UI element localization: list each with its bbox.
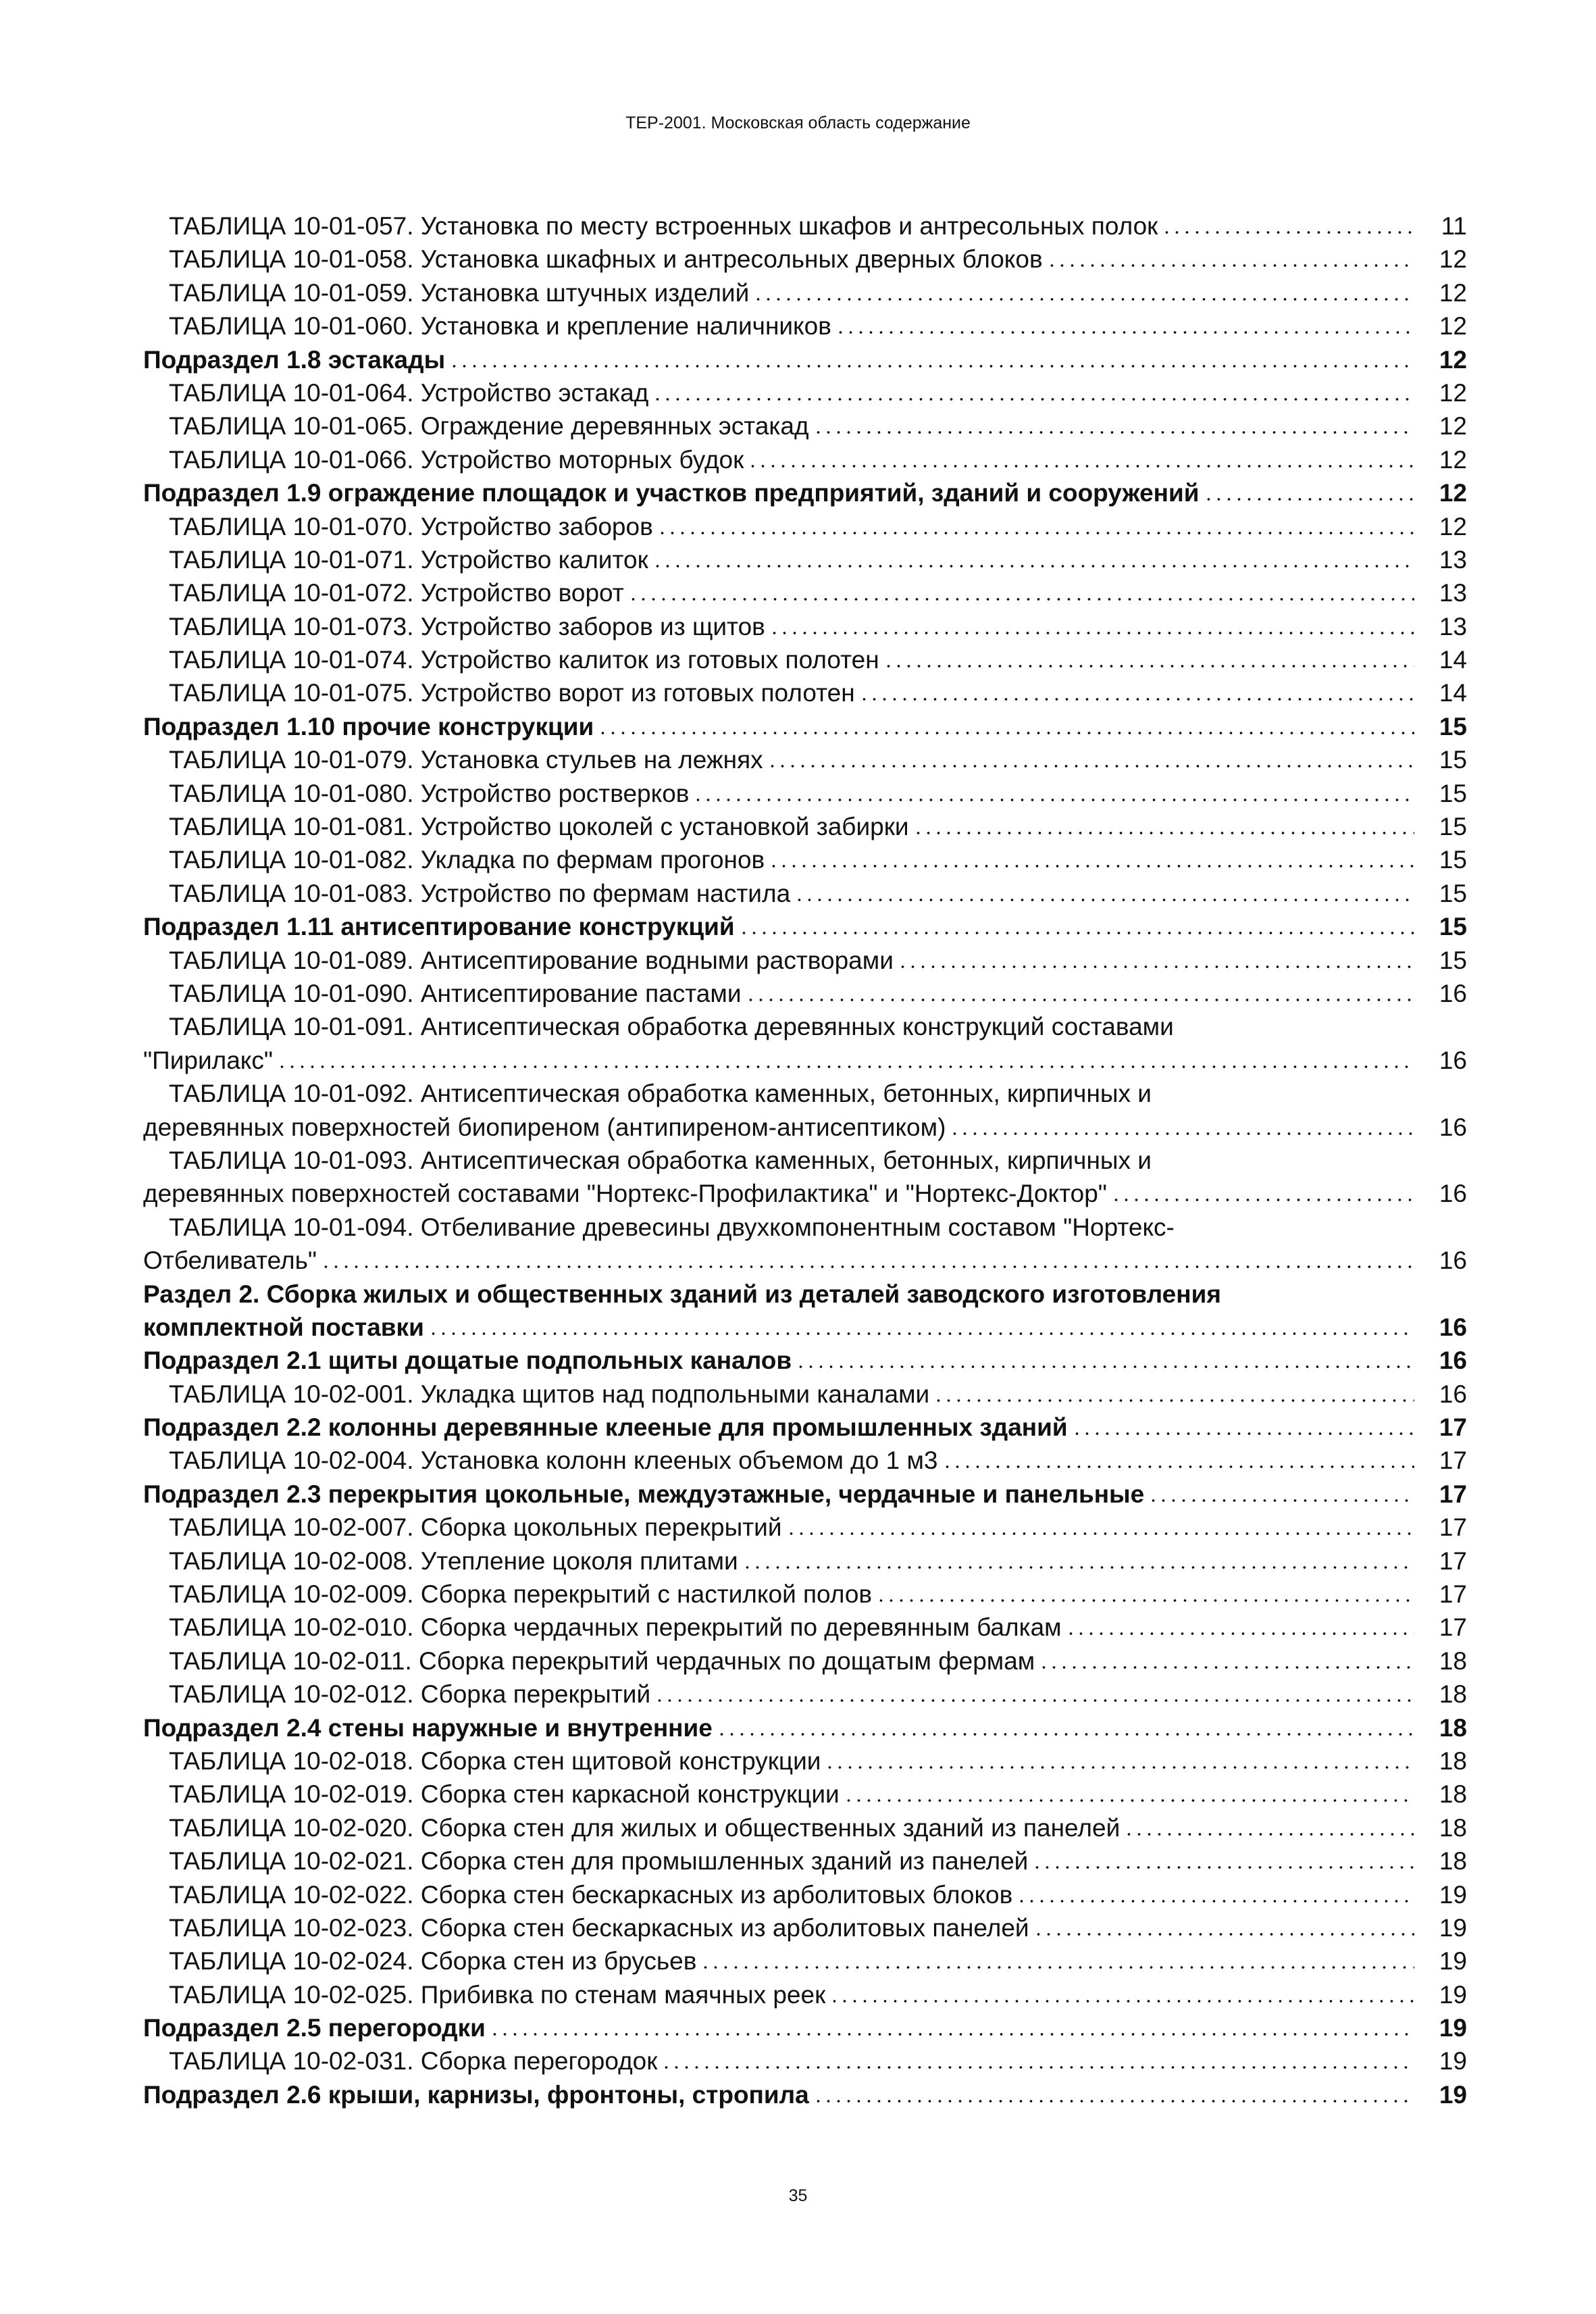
toc-entry-title: Подраздел 1.11 антисептирование конструкций (143, 913, 735, 941)
dot-leader (835, 330, 1414, 334)
dot-leader (942, 1465, 1415, 1469)
toc-section-heading[interactable] (143, 1711, 1467, 1744)
toc-page-number: 12 (1439, 278, 1467, 307)
toc-page-number: 19 (1439, 2080, 1467, 2109)
dot-leader (794, 898, 1414, 902)
toc-entry-title: ТАБЛИЦА 10-01-060. Установка и крепление наличников (169, 312, 831, 341)
toc-entry-title: Раздел 2. Сборка жилых и общественных зданий из деталей заводского изготовления (143, 1280, 1221, 1308)
toc-entry[interactable] (143, 1911, 1467, 1944)
toc-entry-title: ТАБЛИЦА 10-02-012. Сборка перекрытий (169, 1680, 651, 1709)
toc-page-number: 19 (1439, 2047, 1467, 2076)
dot-leader (661, 2065, 1414, 2069)
toc-page-number: 18 (1439, 1780, 1467, 1809)
toc-page-number: 16 (1439, 1046, 1467, 1074)
toc-page-number: 16 (1439, 979, 1467, 1007)
toc-section-heading[interactable] (143, 476, 1467, 509)
toc-page-number: 18 (1439, 1713, 1467, 1742)
toc-entry[interactable] (143, 209, 1467, 243)
toc-page-number: 14 (1439, 679, 1467, 707)
toc-entry[interactable] (143, 1878, 1467, 1911)
toc-page-number: 12 (1439, 312, 1467, 341)
toc-entry-title-continuation: деревянных поверхностей биопиреном (антипиреном-антисептиком) (143, 1113, 946, 1141)
toc-entry-continuation[interactable] (143, 1177, 1467, 1210)
toc-entry-title: Подраздел 1.8 эстакады (143, 345, 446, 374)
dot-leader (769, 631, 1414, 635)
dot-leader (829, 1999, 1414, 2003)
toc-entry[interactable] (143, 610, 1467, 643)
toc-entry[interactable] (143, 276, 1467, 309)
toc-entry-title: ТАБЛИЦА 10-01-058. Установка шкафных и антресольных дверных блоков (169, 245, 1043, 274)
toc-entry-title: ТАБЛИЦА 10-02-010. Сборка чердачных перекрытий по деревянным балкам (169, 1613, 1062, 1642)
toc-entry[interactable] (143, 877, 1467, 910)
toc-entry-title: Подраздел 2.4 стены наружные и внутренние (143, 1713, 713, 1742)
toc-entry-title: ТАБЛИЦА 10-01-082. Укладка по фермам прогонов (169, 846, 765, 874)
toc-page-number: 17 (1439, 1580, 1467, 1609)
toc-entry[interactable] (143, 1811, 1467, 1844)
dot-leader (652, 397, 1414, 401)
toc-entry-continuation[interactable] (143, 1111, 1467, 1144)
toc-page-number: 17 (1439, 1613, 1467, 1642)
toc-entry-title: ТАБЛИЦА 10-01-094. Отбеливание древесины двухкомпонентным составом "Нортекс- (169, 1213, 1175, 1241)
toc-entry-title: ТАБЛИЦА 10-01-066. Устройство моторных будок (169, 445, 744, 474)
toc-entry[interactable] (143, 1544, 1467, 1578)
toc-entry-title: Подраздел 2.5 перегородки (143, 2014, 486, 2042)
toc-page-number: 18 (1439, 1646, 1467, 1675)
page-number: 35 (788, 2186, 808, 2205)
dot-leader (657, 531, 1414, 535)
toc-page-number: 18 (1439, 1680, 1467, 1709)
toc-entry[interactable] (143, 1511, 1467, 1544)
toc-entry-title: ТАБЛИЦА 10-01-064. Устройство эстакад (169, 378, 649, 407)
toc-page-number: 17 (1439, 1513, 1467, 1542)
toc-entry-title: ТАБЛИЦА 10-01-059. Установка штучных изделий (169, 278, 750, 307)
dot-leader (490, 2032, 1414, 2036)
toc-entry[interactable] (143, 309, 1467, 343)
toc-entry-title: ТАБЛИЦА 10-01-071. Устройство калиток (169, 545, 648, 574)
toc-page-number: 18 (1439, 1746, 1467, 1775)
dot-leader (717, 1732, 1414, 1736)
toc-entry[interactable] (143, 1778, 1467, 1811)
toc-entry[interactable] (143, 810, 1467, 843)
toc-entry-title-continuation: Отбеливатель" (143, 1247, 317, 1275)
toc-entry[interactable] (143, 743, 1467, 776)
dot-leader (746, 998, 1415, 1002)
toc-page-number: 15 (1439, 846, 1467, 874)
toc-entry[interactable] (143, 1844, 1467, 1878)
toc-page-number: 17 (1439, 1413, 1467, 1442)
dot-leader (449, 364, 1414, 368)
dot-leader (1111, 1198, 1414, 1202)
dot-leader (1162, 230, 1414, 234)
toc-entry[interactable] (143, 409, 1467, 443)
toc-entry[interactable] (143, 243, 1467, 276)
toc-entry[interactable] (143, 1077, 1467, 1110)
dot-leader (1072, 1432, 1414, 1436)
toc-entry-title: ТАБЛИЦА 10-01-075. Устройство ворот из готовых полотен (169, 679, 855, 707)
toc-page-number: 17 (1439, 1447, 1467, 1475)
toc-page-number: 16 (1439, 1247, 1467, 1275)
toc-entry[interactable] (143, 1010, 1467, 1043)
toc-entry-title: ТАБЛИЦА 10-01-065. Ограждение деревянных эстакад (169, 412, 809, 441)
toc-page-number: 19 (1439, 1880, 1467, 1909)
toc-entry-title: Подраздел 2.1 щиты дощатые подпольных каналов (143, 1347, 792, 1375)
toc-section-heading[interactable] (143, 1278, 1467, 1311)
toc-page-number: 17 (1439, 1480, 1467, 1508)
toc-page-number: 12 (1439, 245, 1467, 274)
dot-leader (1124, 1832, 1414, 1836)
toc-entry-title: ТАБЛИЦА 10-01-072. Устройство ворот (169, 579, 624, 607)
toc-entry[interactable] (143, 1144, 1467, 1177)
toc-entry-title: Подраздел 2.2 колонны деревянные клееные для промышленных зданий (143, 1413, 1068, 1442)
toc-entry[interactable] (143, 1978, 1467, 2011)
toc-entry-title: ТАБЛИЦА 10-01-089. Антисептирование водными растворами (169, 946, 894, 974)
toc-entry-title: ТАБЛИЦА 10-02-009. Сборка перекрытий с настилкой полов (169, 1580, 873, 1609)
toc-page-number: 12 (1439, 445, 1467, 474)
toc-section-heading[interactable] (143, 2011, 1467, 2044)
dot-leader (913, 831, 1414, 835)
dot-leader (628, 597, 1414, 601)
dot-leader (813, 430, 1414, 434)
toc-entry[interactable] (143, 944, 1467, 977)
toc-page-number: 17 (1439, 1546, 1467, 1575)
dot-leader (753, 297, 1414, 301)
toc-entry-title: Подраздел 1.10 прочие конструкции (143, 712, 594, 740)
dot-leader (796, 1365, 1414, 1369)
toc-section-heading[interactable] (143, 343, 1467, 376)
toc-page-number: 15 (1439, 946, 1467, 974)
dot-leader (598, 731, 1414, 735)
toc-page-number: 13 (1439, 579, 1467, 607)
toc-entry-title: Подраздел 1.9 ограждение площадок и участков предприятий, зданий и сооружений (143, 479, 1200, 507)
dot-leader (654, 1699, 1414, 1703)
toc-page-number: 15 (1439, 746, 1467, 774)
dot-leader (693, 798, 1414, 802)
toc-page-number: 16 (1439, 1347, 1467, 1375)
toc-entry-title-continuation: комплектной поставки (143, 1313, 424, 1341)
toc-page-number: 15 (1439, 813, 1467, 841)
dot-leader (859, 697, 1414, 701)
toc-entry-title: ТАБЛИЦА 10-02-022. Сборка стен бескаркасных из арболитовых блоков (169, 1880, 1013, 1909)
dot-leader (933, 1399, 1414, 1403)
toc-entry[interactable] (143, 1678, 1467, 1711)
toc-entry-title: ТАБЛИЦА 10-01-092. Антисептическая обработка каменных, бетонных, кирпичных и (169, 1080, 1152, 1108)
toc-entry[interactable] (143, 2044, 1467, 2078)
toc-page-number: 16 (1439, 1113, 1467, 1141)
toc-entry-title: ТАБЛИЦА 10-02-019. Сборка стен каркасной конструкции (169, 1780, 840, 1809)
toc-entry[interactable] (143, 510, 1467, 543)
toc-entry-title: ТАБЛИЦА 10-02-024. Сборка стен из брусьев (169, 1947, 697, 1976)
dot-leader (1066, 1632, 1414, 1636)
toc-page-number: 12 (1439, 512, 1467, 540)
dot-leader (813, 2099, 1414, 2103)
toc-entry-title: ТАБЛИЦА 10-02-007. Сборка цокольных перекрытий (169, 1513, 782, 1542)
toc-entry[interactable] (143, 843, 1467, 876)
toc-entry[interactable] (143, 977, 1467, 1010)
toc-page-number: 16 (1439, 1313, 1467, 1341)
toc-entry-title: ТАБЛИЦА 10-01-083. Устройство по фермам настила (169, 879, 791, 907)
toc-entry[interactable] (143, 1611, 1467, 1644)
toc-page-number: 13 (1439, 612, 1467, 640)
toc-section-heading[interactable] (143, 2078, 1467, 2111)
dot-leader (321, 1265, 1414, 1269)
toc-entry-continuation[interactable] (143, 1244, 1467, 1277)
dot-leader (1204, 497, 1415, 501)
dot-leader (769, 864, 1414, 868)
toc-entry[interactable] (143, 1578, 1467, 1611)
toc-section-heading[interactable] (143, 1478, 1467, 1511)
toc-entry-title: Подраздел 2.3 перекрытия цокольные, междуэтажные, чердачные и панельные (143, 1480, 1145, 1508)
toc-entry-title: ТАБЛИЦА 10-01-091. Антисептическая обработка деревянных конструкций составами (169, 1013, 1174, 1041)
toc-section-heading[interactable] (143, 710, 1467, 743)
toc-page-number: 16 (1439, 1380, 1467, 1408)
dot-leader (1033, 1932, 1414, 1936)
toc-entry-title: ТАБЛИЦА 10-02-023. Сборка стен бескаркасных из арболитовых панелей (169, 1913, 1029, 1942)
toc-page-number: 15 (1439, 712, 1467, 740)
toc-page-number: 18 (1439, 1813, 1467, 1842)
toc-entry-title: ТАБЛИЦА 10-01-081. Устройство цоколей с установкой забирки (169, 813, 909, 841)
dot-leader (739, 931, 1414, 935)
dot-leader (876, 1599, 1414, 1603)
toc-entry-title: ТАБЛИЦА 10-01-074. Устройство калиток из готовых полотен (169, 646, 879, 674)
toc-entry[interactable] (143, 443, 1467, 476)
toc-page-number: 18 (1439, 1847, 1467, 1876)
toc-entry-continuation[interactable] (143, 1311, 1467, 1344)
toc-entry-title: ТАБЛИЦА 10-01-090. Антисептирование пастами (169, 979, 742, 1007)
toc-page-number: 13 (1439, 545, 1467, 574)
dot-leader (742, 1565, 1414, 1569)
toc-page-number: 12 (1439, 378, 1467, 407)
dot-leader (825, 1765, 1414, 1769)
toc-entry-title: ТАБЛИЦА 10-02-031. Сборка перегородок (169, 2047, 658, 2076)
toc-entry-title-continuation: деревянных поверхностей составами "Нортекс-Профилактика" и "Нортекс-Доктор" (143, 1180, 1107, 1208)
toc-page-number: 12 (1439, 345, 1467, 374)
toc-page-number: 12 (1439, 479, 1467, 507)
toc-entry-title: ТАБЛИЦА 10-01-070. Устройство заборов (169, 512, 653, 540)
dot-leader (767, 764, 1414, 768)
toc-entry[interactable] (143, 643, 1467, 676)
toc-page-number: 19 (1439, 1980, 1467, 2009)
toc-page-number: 16 (1439, 1180, 1467, 1208)
toc-page-number: 12 (1439, 412, 1467, 441)
toc-page-number: 19 (1439, 2014, 1467, 2042)
toc-entry-title: ТАБЛИЦА 10-01-080. Устройство ростверков (169, 779, 690, 807)
toc-page-number: 19 (1439, 1913, 1467, 1942)
dot-leader (700, 1965, 1414, 1969)
toc-page-number: 15 (1439, 879, 1467, 907)
dot-leader (898, 965, 1414, 969)
dot-leader (1039, 1665, 1414, 1669)
toc-entry-title: ТАБЛИЦА 10-01-073. Устройство заборов из щитов (169, 612, 765, 640)
toc-entry-title: ТАБЛИЦА 10-02-008. Утепление цоколя плитами (169, 1546, 738, 1575)
toc-section-heading[interactable] (143, 1411, 1467, 1444)
toc-entry[interactable] (143, 1378, 1467, 1411)
toc-page-number: 14 (1439, 646, 1467, 674)
dot-leader (1047, 263, 1414, 268)
toc-entry[interactable] (143, 376, 1467, 409)
toc-entry[interactable] (143, 777, 1467, 810)
dot-leader (1148, 1499, 1414, 1503)
toc-entry-title: ТАБЛИЦА 10-01-079. Установка стульев на лежнях (169, 746, 763, 774)
toc-entry[interactable] (143, 543, 1467, 576)
toc-page-number: 15 (1439, 913, 1467, 941)
dot-leader (1016, 1899, 1414, 1903)
dot-leader (786, 1532, 1414, 1536)
toc-page-number: 15 (1439, 779, 1467, 807)
dot-leader (844, 1799, 1414, 1803)
toc-section-heading[interactable] (143, 1344, 1467, 1377)
toc-entry-title: Подраздел 2.6 крыши, карнизы, фронтоны, стропила (143, 2080, 809, 2109)
dot-leader (748, 464, 1414, 468)
toc-entry[interactable] (143, 576, 1467, 609)
toc-entry-title: ТАБЛИЦА 10-02-018. Сборка стен щитовой конструкции (169, 1746, 821, 1775)
dot-leader (1032, 1865, 1414, 1869)
dot-leader (652, 564, 1414, 568)
dot-leader (950, 1132, 1414, 1136)
toc-section-heading[interactable] (143, 910, 1467, 943)
toc-entry[interactable] (143, 676, 1467, 709)
toc-entry[interactable] (143, 1444, 1467, 1477)
toc-entry[interactable] (143, 1744, 1467, 1778)
toc-page-number: 19 (1439, 1947, 1467, 1976)
toc-entry[interactable] (143, 1644, 1467, 1678)
toc-page-number: 11 (1441, 212, 1467, 240)
toc-entry-title-continuation: "Пирилакс" (143, 1046, 274, 1074)
toc-entry-title: ТАБЛИЦА 10-02-001. Укладка щитов над подпольными каналами (169, 1380, 930, 1408)
toc-entry-title: ТАБЛИЦА 10-01-057. Установка по месту встроенных шкафов и антресольных полок (169, 212, 1158, 240)
toc-entry-title: ТАБЛИЦА 10-02-020. Сборка стен для жилых и общественных зданий из панелей (169, 1813, 1121, 1842)
toc-entry-title: ТАБЛИЦА 10-02-004. Установка колонн клееных объемом до 1 м3 (169, 1447, 938, 1475)
toc-entry[interactable] (143, 1211, 1467, 1244)
toc-entry-continuation[interactable] (143, 1044, 1467, 1077)
toc-entry-title: ТАБЛИЦА 10-02-021. Сборка стен для промышленных зданий из панелей (169, 1847, 1029, 1876)
table-of-contents (143, 209, 1467, 2111)
toc-entry-title: ТАБЛИЦА 10-01-093. Антисептическая обработка каменных, бетонных, кирпичных и (169, 1146, 1152, 1174)
toc-entry-title: ТАБЛИЦА 10-02-011. Сборка перекрытий чердачных по дощатым фермам (169, 1646, 1035, 1675)
toc-entry[interactable] (143, 1944, 1467, 1978)
dot-leader (428, 1332, 1414, 1336)
dot-leader (883, 664, 1414, 668)
dot-leader (277, 1065, 1414, 1069)
toc-entry-title: ТАБЛИЦА 10-02-025. Прибивка по стенам маячных реек (169, 1980, 826, 2009)
page-header: ТЕР-2001. Московская область содержание (625, 114, 971, 132)
